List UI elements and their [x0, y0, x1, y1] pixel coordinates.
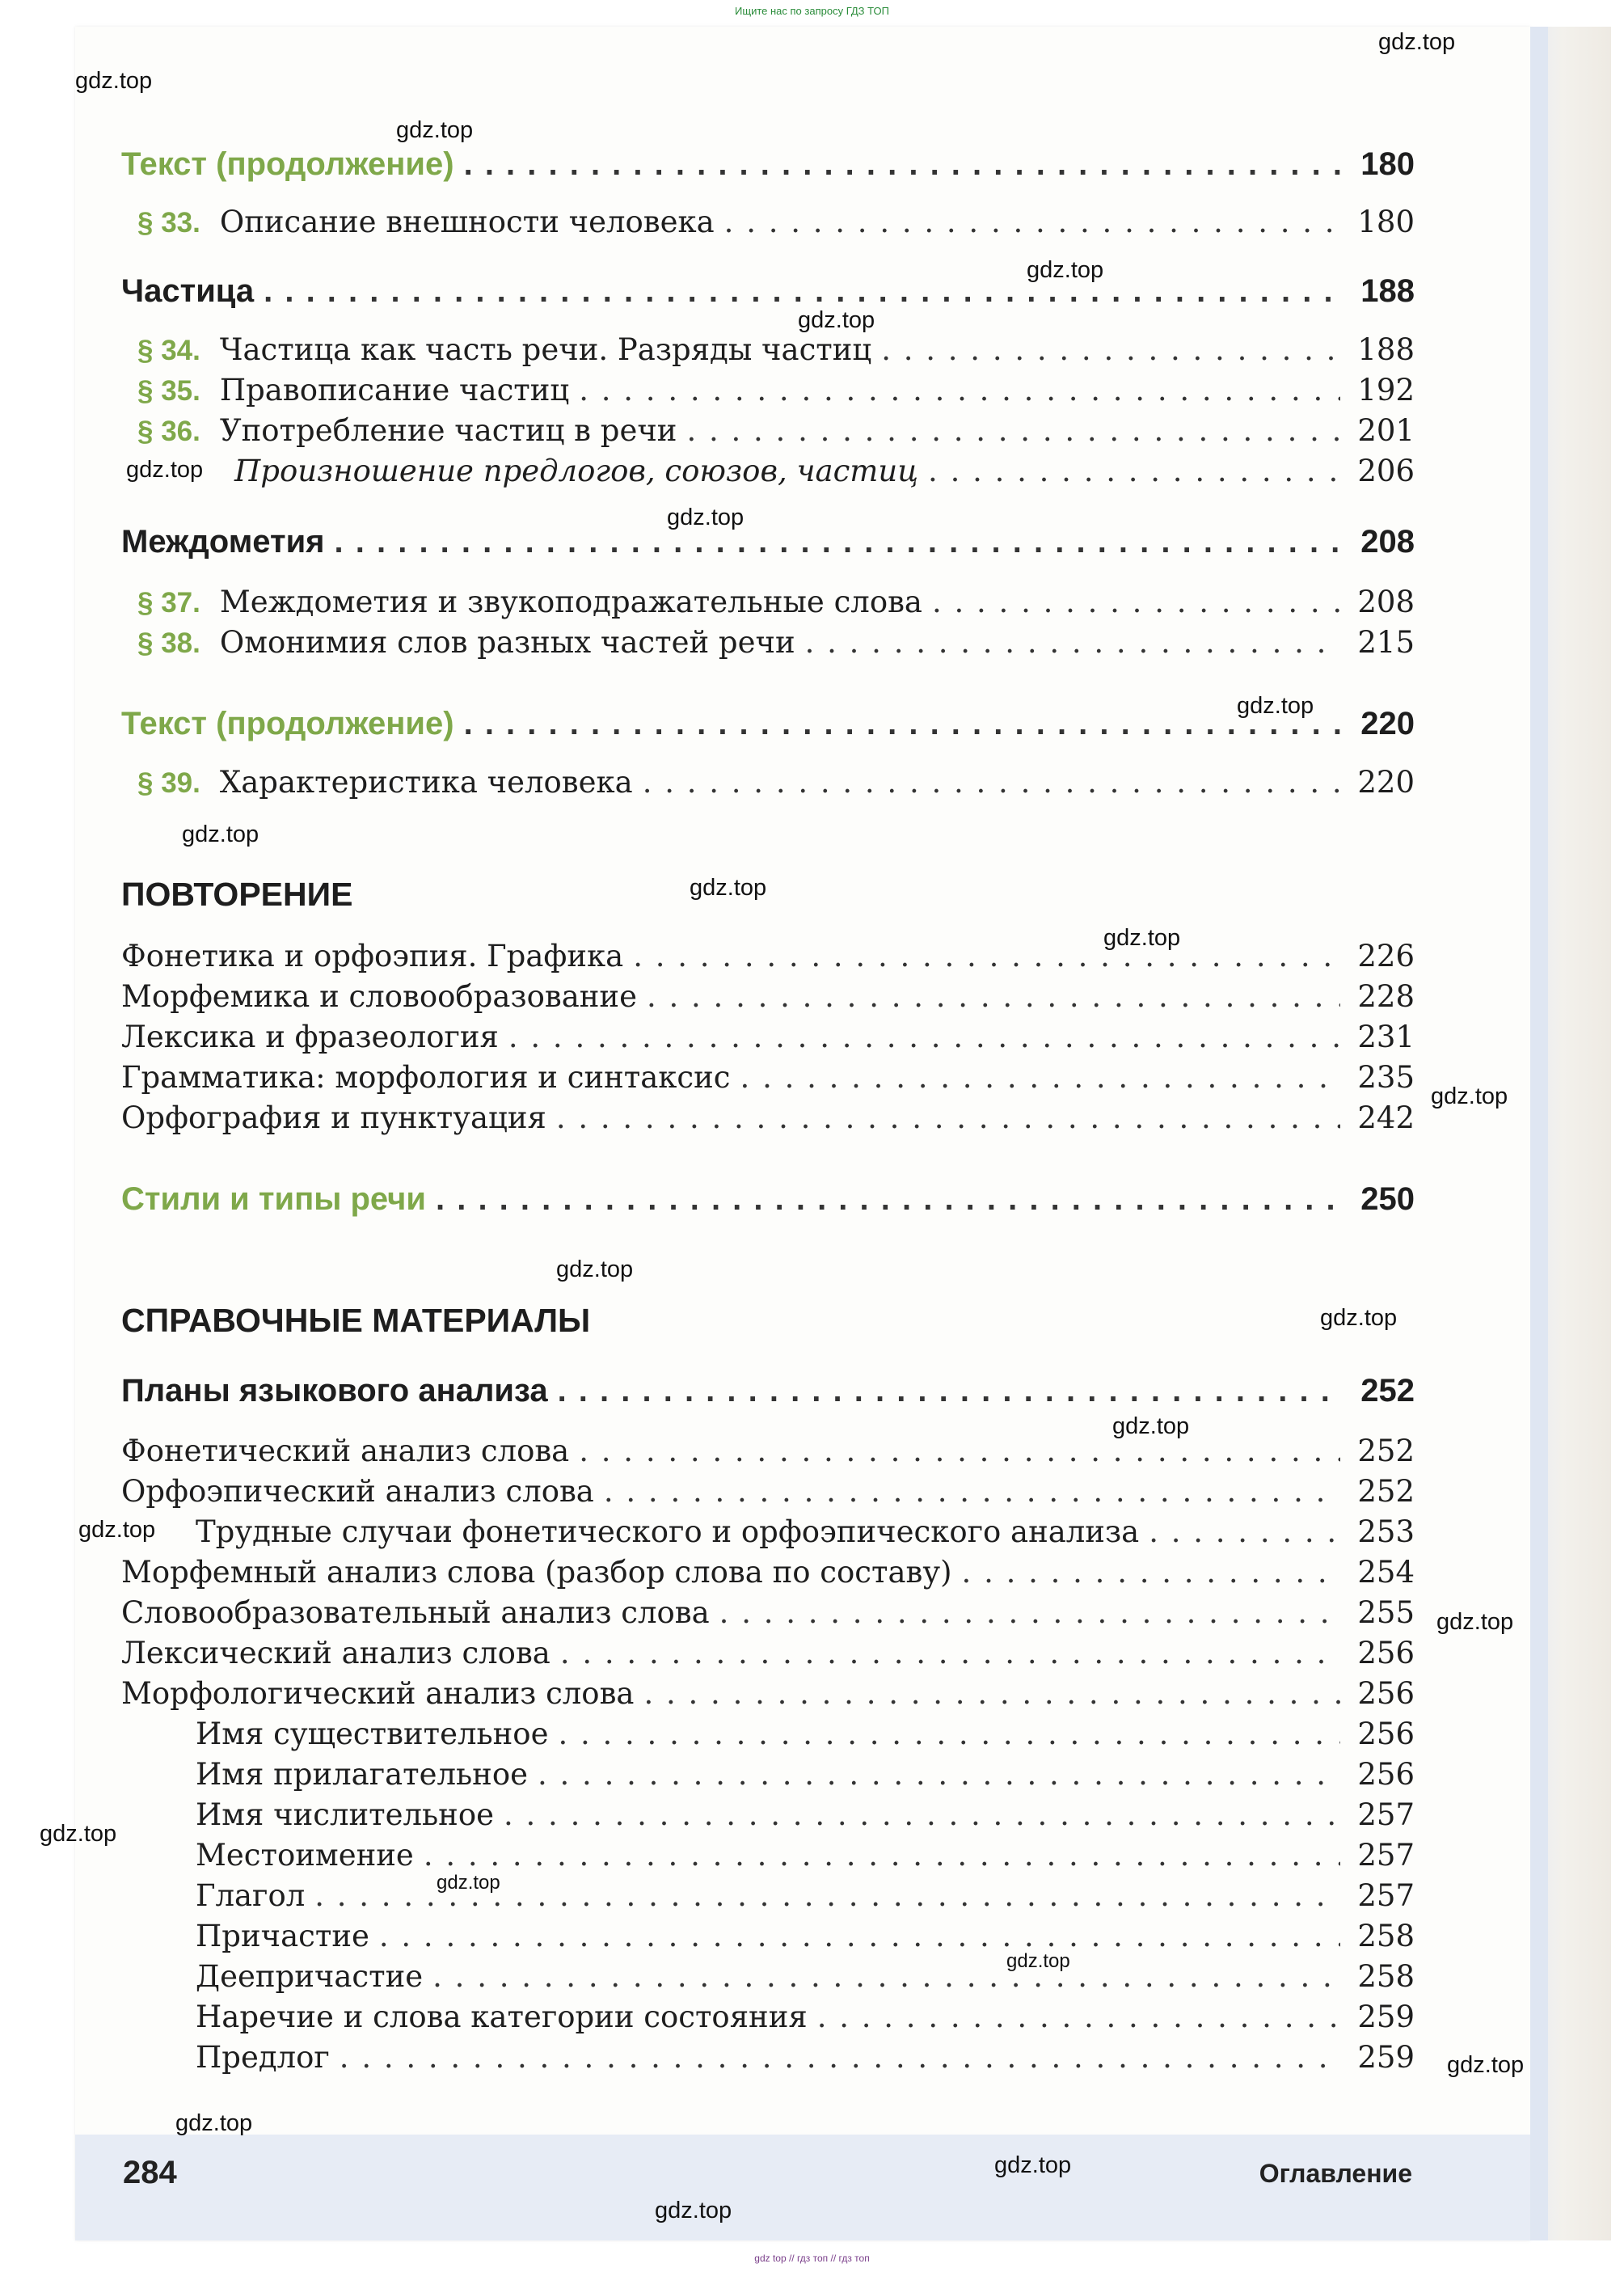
page-ref: 255 [1357, 1595, 1415, 1630]
page-ref: 180 [1360, 146, 1415, 182]
page-ref: 208 [1357, 585, 1415, 619]
dot-leader [579, 1433, 1340, 1470]
dot-leader [719, 1594, 1340, 1632]
toc-morph-item[interactable]: Имя существительное . . . 256 [196, 1716, 1415, 1753]
toc-section-36[interactable]: § 36. Употребление частиц в речи . . . 201 [137, 412, 1415, 450]
dot-leader [379, 1918, 1340, 1955]
watermark: gdz.top [1103, 925, 1181, 951]
page-ref: 257 [1357, 1878, 1415, 1913]
page-ref: 259 [1357, 2000, 1415, 2034]
watermark: gdz.top [1436, 1609, 1514, 1635]
page-ref: 208 [1360, 524, 1415, 560]
watermark: gdz.top [40, 1821, 117, 1847]
dot-leader [538, 1756, 1340, 1793]
dot-leader [556, 1100, 1340, 1137]
dot-leader [335, 523, 1340, 560]
page-ref: 254 [1357, 1555, 1415, 1590]
page-ref: 252 [1357, 1434, 1415, 1468]
page-ref: 257 [1357, 1797, 1415, 1832]
dot-leader [558, 1716, 1340, 1753]
watermark: gdz.top [175, 2110, 253, 2136]
toc-section-33[interactable]: § 33. Описание внешности человека . . . 180 [137, 204, 1415, 242]
page-ref: 252 [1357, 1474, 1415, 1509]
page-ref: 235 [1357, 1060, 1415, 1095]
page-ref: 256 [1357, 1636, 1415, 1670]
dot-leader [647, 978, 1340, 1016]
page-ref: 220 [1357, 765, 1415, 800]
footer-section-title: Оглавление [1259, 2159, 1412, 2188]
dot-leader [805, 624, 1340, 661]
dot-leader [464, 705, 1340, 742]
dot-leader [432, 1958, 1340, 1995]
toc-morph-item[interactable]: Имя числительное . . . 257 [196, 1797, 1415, 1834]
watermark: gdz.top [1006, 1950, 1070, 1972]
dot-leader [643, 764, 1340, 801]
dot-leader [508, 1019, 1340, 1056]
page-ref: 250 [1360, 1181, 1415, 1217]
watermark: gdz.top [78, 1517, 156, 1543]
watermark: gdz.top [798, 307, 875, 333]
watermark: gdz.top [437, 1872, 500, 1894]
toc-analysis-item[interactable]: Лексический анализ слова . . . 256 [121, 1635, 1415, 1672]
toc-morph-item[interactable]: Деепричастие . . . 258 [196, 1958, 1415, 1995]
toc-chapter-particle[interactable]: Частица . . . 188 [121, 272, 1415, 310]
watermark: gdz.top [1431, 1083, 1508, 1109]
watermark: gdz.top [556, 1256, 634, 1282]
toc-analysis-item[interactable]: Фонетический анализ слова . . . 252 [121, 1433, 1415, 1470]
watermark: gdz.top [126, 457, 204, 483]
toc-analysis-item[interactable]: Морфологический анализ слова . . . 256 [121, 1675, 1415, 1712]
watermark: gdz.top [655, 2198, 732, 2223]
watermark: gdz.top [396, 117, 474, 143]
reference-heading: СПРАВОЧНЫЕ МАТЕРИАЛЫ [121, 1302, 591, 1339]
toc-chapter-interjections[interactable]: Междометия . . . 208 [121, 523, 1415, 560]
page-ref: 228 [1357, 979, 1415, 1014]
dot-leader [1149, 1514, 1340, 1551]
dot-leader [504, 1797, 1340, 1834]
review-heading: ПОВТОРЕНИЕ [121, 876, 353, 913]
toc-review-item[interactable]: Грамматика: морфология и синтаксис . . . 235 [121, 1059, 1415, 1096]
dot-leader [643, 1675, 1340, 1712]
toc-analysis-subitem[interactable]: Трудные случаи фонетического и орфоэпического анализа . . . 253 [196, 1514, 1415, 1551]
page-ref: 201 [1357, 413, 1415, 448]
page-ref: 258 [1357, 1919, 1415, 1953]
toc-chapter-text-continued[interactable]: Текст (продолжение) . . . 180 [121, 146, 1415, 183]
page-ref: 188 [1360, 273, 1415, 309]
page-ref: 215 [1357, 625, 1415, 660]
dot-leader [686, 412, 1340, 450]
dot-leader [962, 1554, 1340, 1591]
watermark: gdz.top [75, 68, 153, 94]
toc-analysis-item[interactable]: Орфоэпический анализ слова . . . 252 [121, 1473, 1415, 1510]
page-ref: 258 [1357, 1959, 1415, 1994]
page-edge [1530, 27, 1611, 2240]
page-ref: 180 [1357, 205, 1415, 239]
toc-chapter-styles[interactable]: Стили и типы речи . . . 250 [121, 1180, 1415, 1218]
page-ref: 226 [1357, 939, 1415, 973]
watermark: gdz.top [994, 2152, 1072, 2178]
dot-leader [340, 2039, 1340, 2076]
page-ref: 256 [1357, 1676, 1415, 1711]
page-number: 284 [123, 2155, 177, 2190]
page-ref: 259 [1357, 2040, 1415, 2075]
page-ref: 231 [1357, 1020, 1415, 1054]
toc-morph-item[interactable]: Наречие и слова категории состояния . . . 259 [196, 1999, 1415, 2036]
dot-leader [604, 1473, 1340, 1510]
toc-morph-item[interactable]: Предлог . . . 259 [196, 2039, 1415, 2076]
page-ref: 253 [1357, 1514, 1415, 1549]
toc-review-item[interactable]: Лексика и фразеология . . . 231 [121, 1019, 1415, 1056]
watermark: gdz.top [690, 875, 767, 901]
dot-leader [558, 1372, 1340, 1409]
toc-review-item[interactable]: Орфография и пунктуация . . . 242 [121, 1100, 1415, 1137]
toc-review-item[interactable]: Фонетика и орфоэпия. Графика . . . 226 [121, 938, 1415, 975]
dot-leader [264, 272, 1340, 310]
page-ref: 242 [1357, 1100, 1415, 1135]
page-ref: 220 [1360, 706, 1415, 741]
watermark: gdz.top [1027, 257, 1104, 283]
bottom-note: gdz top // гдз топ // гдз топ [754, 2253, 870, 2264]
page-ref: 256 [1357, 1717, 1415, 1751]
watermark: gdz.top [1237, 693, 1314, 719]
dot-leader [579, 372, 1340, 409]
dot-leader [932, 584, 1340, 621]
toc-morph-item[interactable]: Причастие . . . 258 [196, 1918, 1415, 1955]
top-search-note: Ищите нас по запросу ГДЗ ТОП [735, 5, 889, 17]
dot-leader [424, 1837, 1340, 1874]
toc-analysis-item[interactable]: Словообразовательный анализ слова . . . 255 [121, 1594, 1415, 1632]
toc-section-39[interactable]: § 39. Характеристика человека . . . 220 [137, 764, 1415, 802]
toc-section-38[interactable]: § 38. Омонимия слов разных частей речи . . . 215 [137, 624, 1415, 662]
dot-leader [740, 1059, 1340, 1096]
page-ref: 192 [1357, 373, 1415, 408]
dot-leader [817, 1999, 1340, 2036]
dot-leader [881, 332, 1340, 369]
page-ref: 206 [1357, 454, 1415, 488]
toc-morph-item[interactable]: Местоимение . . . 257 [196, 1837, 1415, 1874]
dot-leader [633, 938, 1340, 975]
toc-chapter-plans[interactable]: Планы языкового анализа . . . 252 [121, 1372, 1415, 1409]
dot-leader [560, 1635, 1340, 1672]
dot-leader [436, 1180, 1340, 1218]
watermark: gdz.top [667, 505, 745, 530]
dot-leader [928, 453, 1340, 490]
page-ref: 256 [1357, 1757, 1415, 1792]
toc-section-34[interactable]: § 34. Частица как часть речи. Разряды частиц . . . 188 [137, 332, 1415, 370]
dot-leader [724, 204, 1340, 241]
toc-section-35[interactable]: § 35. Правописание частиц . . . 192 [137, 372, 1415, 410]
watermark: gdz.top [1320, 1305, 1398, 1331]
watermark: gdz.top [1447, 2052, 1525, 2078]
toc-section-37[interactable]: § 37. Междометия и звукоподражательные слова . . . 208 [137, 584, 1415, 622]
watermark: gdz.top [1112, 1413, 1190, 1439]
toc-review-item[interactable]: Морфемика и словообразование . . . 228 [121, 978, 1415, 1016]
toc-morph-item[interactable]: Глагол . . . 257 [196, 1877, 1415, 1915]
toc-analysis-item[interactable]: Морфемный анализ слова (разбор слова по составу) . . . 254 [121, 1554, 1415, 1591]
toc-morph-item[interactable]: Имя прилагательное . . . 256 [196, 1756, 1415, 1793]
page-ref: 252 [1360, 1373, 1415, 1408]
page-ref: 257 [1357, 1838, 1415, 1873]
watermark: gdz.top [1378, 29, 1456, 55]
watermark: gdz.top [182, 821, 259, 847]
toc-chapter-text-continued-2[interactable]: Текст (продолжение) . . . 220 [121, 705, 1415, 742]
page-ref: 188 [1357, 332, 1415, 367]
toc-item-pronunciation[interactable]: Произношение предлогов, союзов, частиц . . . 206 [234, 453, 1415, 490]
dot-leader [464, 146, 1340, 183]
